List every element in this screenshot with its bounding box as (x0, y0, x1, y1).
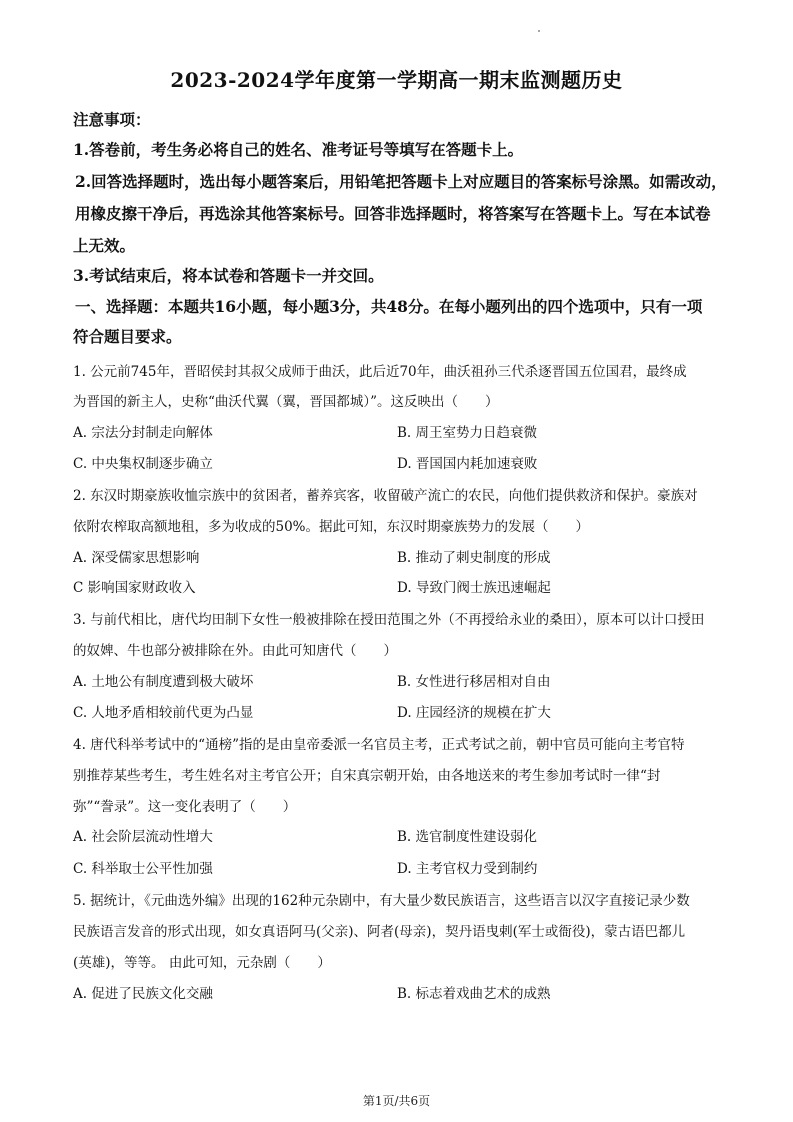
question-4-text: 弥”“誊录”。这一变化表明了（ ） (73, 799, 297, 815)
question-3-text: 3. 与前代相比，唐代均田制下女性一般被排除在授田范围之外（不再授给永业的桑田），原本可以计口授田 (73, 612, 705, 628)
question-2-option-c: C 影响国家财政收入 (73, 580, 196, 596)
question-1-text: 1. 公元前745年，晋昭侯封其叔父成师于曲沃，此后近70年，曲沃祖孙三代杀逐晋国五位国君，最终成 (73, 364, 687, 380)
question-2-text: 2. 东汉时期豪族收恤宗族中的贫困者，蓄养宾客，收留破产流亡的农民，向他们提供救济和保护。豪族对 (73, 488, 698, 504)
question-4-text: 别推荐某些考生，考生姓名对主考官公开；自宋真宗朝开始，由各地送来的考生参加考试时一律“封 (73, 768, 661, 784)
question-5-option-a: A. 促进了民族文化交融 (73, 986, 213, 1002)
page-title: 2023-2024学年度第一学期高一期末监测题历史 (170, 68, 623, 92)
section-heading-cont: 符合题目要求。 (73, 327, 182, 346)
question-2-text: 依附农榨取高额地租，多为收成的50%。据此可知，东汉时期豪族势力的发展（ ） (73, 519, 590, 535)
question-5-option-b: B. 标志着戏曲艺术的成熟 (397, 986, 551, 1002)
section-heading: 一、选择题：本题共16小题，每小题3分，共48分。在每小题列出的四个选项中，只有一项 (75, 297, 703, 316)
page-number: 第1页/共6页 (362, 1094, 431, 1108)
question-3-option-b: B. 女性进行移居相对自由 (397, 674, 551, 690)
question-3-text: 的奴婢、牛也部分被排除在外。由此可知唐代（ ） (73, 643, 397, 659)
notice-heading: 注意事项： (73, 110, 151, 129)
question-3-option-a: A. 土地公有制度遭到极大破坏 (73, 674, 254, 690)
question-1-option-a: A. 宗法分封制走向解体 (73, 425, 213, 441)
question-1-option-c: C. 中央集权制逐步确立 (73, 456, 213, 472)
question-3-option-c: C. 人地矛盾相较前代更为凸显 (73, 705, 254, 721)
question-4-option-b: B. 选官制度性建设弱化 (397, 829, 538, 845)
notice-item: 1.答卷前，考生务必将自己的姓名、准考证号等填写在答题卡上。 (73, 140, 524, 159)
question-4-option-a: A. 社会阶层流动性增大 (73, 829, 213, 845)
question-1-option-b: B. 周王室势力日趋衰微 (397, 425, 538, 441)
question-4-text: 4. 唐代科举考试中的“通榜”指的是由皇帝委派一名官员主考，正式考试之前，朝中官员可能向主考官特 (73, 737, 685, 753)
question-4-option-d: D. 主考官权力受到制约 (397, 861, 538, 877)
question-2-option-b: B. 推动了刺史制度的形成 (397, 550, 551, 566)
question-5-text: 民族语言发音的形式出现，如女真语阿马(父亲)、阿者(母亲)，契丹语曳剌(军士或衙役)，蒙古语巴都儿 (73, 924, 686, 940)
notice-item: 上无效。 (73, 236, 136, 255)
question-5-text: (英雄)，等等。 由此可知，元杂剧（ ） (73, 955, 331, 971)
notice-item: 2.回答选择题时，选出每小题答案后，用铅笔把答题卡上对应题目的答案标号涂黑。如需改动， (75, 172, 727, 191)
notice-item: 3.考试结束后，将本试卷和答题卡一并交回。 (73, 266, 384, 285)
notice-item: 用橡皮擦干净后，再选涂其他答案标号。回答非选择题时，将答案写在答题卡上。写在本试卷 (75, 204, 711, 223)
question-1-text: 为晋国的新主人，史称“曲沃代翼（翼，晋国都城）”。这反映出（ ） (73, 394, 499, 410)
question-2-option-a: A. 深受儒家思想影响 (73, 550, 200, 566)
question-5-text: 5. 据统计，《元曲选外编》出现的162种元杂剧中，有大量少数民族语言，这些语言以汉字直接记录少数 (73, 893, 690, 909)
scan-mark (538, 30, 540, 32)
question-3-option-d: D. 庄园经济的规模在扩大 (397, 705, 551, 721)
question-1-option-d: D. 晋国国内耗加速衰败 (397, 456, 538, 472)
question-4-option-c: C. 科举取士公平性加强 (73, 861, 213, 877)
question-2-option-d: D. 导致门阀士族迅速崛起 (397, 580, 551, 596)
